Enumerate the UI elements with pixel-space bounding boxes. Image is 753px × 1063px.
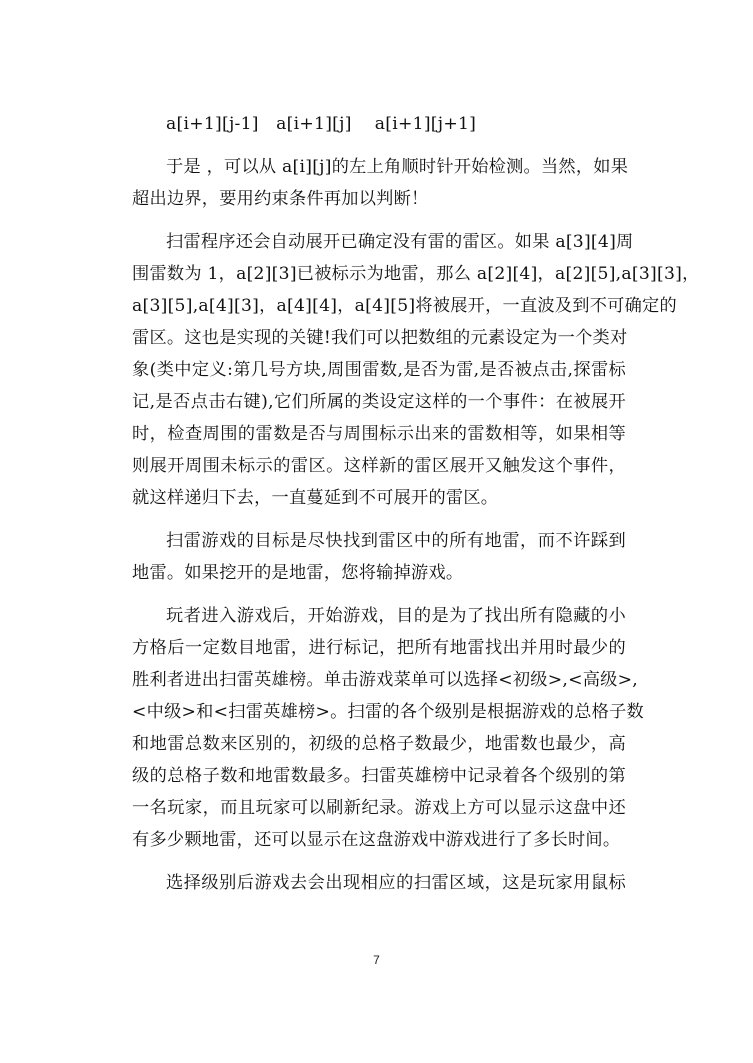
page-number: 7 <box>373 953 380 967</box>
text-line: <中级>和<扫雷英雄榜>。扫雷的各个级别是根据游戏的总格子数 <box>132 702 644 722</box>
paragraph-gap <box>132 140 626 151</box>
text-line: 就这样递归下去，一直蔓延到不可展开的雷区。 <box>132 488 499 508</box>
text-line: 扫雷程序还会自动展开已确定没有雷的雷区。如果 a[3][4]周 <box>166 232 634 252</box>
text-line: 于是 ，可以从 a[i][j]的左上角顺时针开始检测。当然，如果 <box>166 157 629 177</box>
text-line: 有多少颗地雷，还可以显示在这盘游戏中游戏进行了多长时间。 <box>132 830 621 850</box>
text-line: 象(类中定义:第几号方块,周围雷数,是否为雷,是否被点击,探雷标 <box>132 360 626 380</box>
text-line: a[3][5],a[4][3]，a[4][4]，a[4][5]将被展开，一直波及到不可确定的 <box>132 296 677 316</box>
text-line: 时，检查周围的雷数是否与周围标示出来的雷数相等，如果相等 <box>132 424 626 444</box>
text-line: 围雷数为 1，a[2][3]已被标示为地雷，那么 a[2][4]，a[2][5],a[3][3]， <box>132 264 700 284</box>
text-line: 地雷。如果挖开的是地雷，您将输掉游戏。 <box>132 563 464 583</box>
text-line: 级的总格子数和地雷数最多。扫雷英雄榜中记录着各个级别的第 <box>132 766 626 786</box>
text-line: 超出边界，要用约束条件再加以判断！ <box>132 189 429 209</box>
paragraph-gap <box>132 514 626 525</box>
array-neighbors-line: a[i+1][j-1] a[i+1][j] a[i+1][j+1] <box>166 114 477 134</box>
paragraph-gap <box>132 215 626 226</box>
paragraph-gap <box>132 856 626 867</box>
text-line: 一名玩家，而且玩家可以刷新纪录。游戏上方可以显示这盘中还 <box>132 798 626 818</box>
text-line: 和地雷总数来区别的，初级的总格子数最少，地雷数也最少，高 <box>132 734 626 754</box>
text-line: 选择级别后游戏去会出现相应的扫雷区域，这是玩家用鼠标 <box>166 873 626 893</box>
text-line: 记,是否点击右键),它们所属的类设定这样的一个事件：在被展开 <box>132 392 626 412</box>
text-line: 雷区。这也是实现的关键!我们可以把数组的元素设定为一个类对 <box>132 328 628 348</box>
text-line: 胜利者进出扫雷英雄榜。单击游戏菜单可以选择<初级>,<高级>, <box>132 670 638 690</box>
text-line: 扫雷游戏的目标是尽快找到雷区中的所有地雷，而不许踩到 <box>166 531 626 551</box>
text-line: 方格后一定数目地雷，进行标记，把所有地雷找出并用时最少的 <box>132 638 626 658</box>
paragraph-gap <box>132 589 626 600</box>
body-text <box>132 108 700 899</box>
text-line: 则展开周围未标示的雷区。这样新的雷区展开又触发这个事件， <box>132 456 626 476</box>
text-line: 玩者进入游戏后，开始游戏，目的是为了找出所有隐藏的小 <box>166 606 626 626</box>
